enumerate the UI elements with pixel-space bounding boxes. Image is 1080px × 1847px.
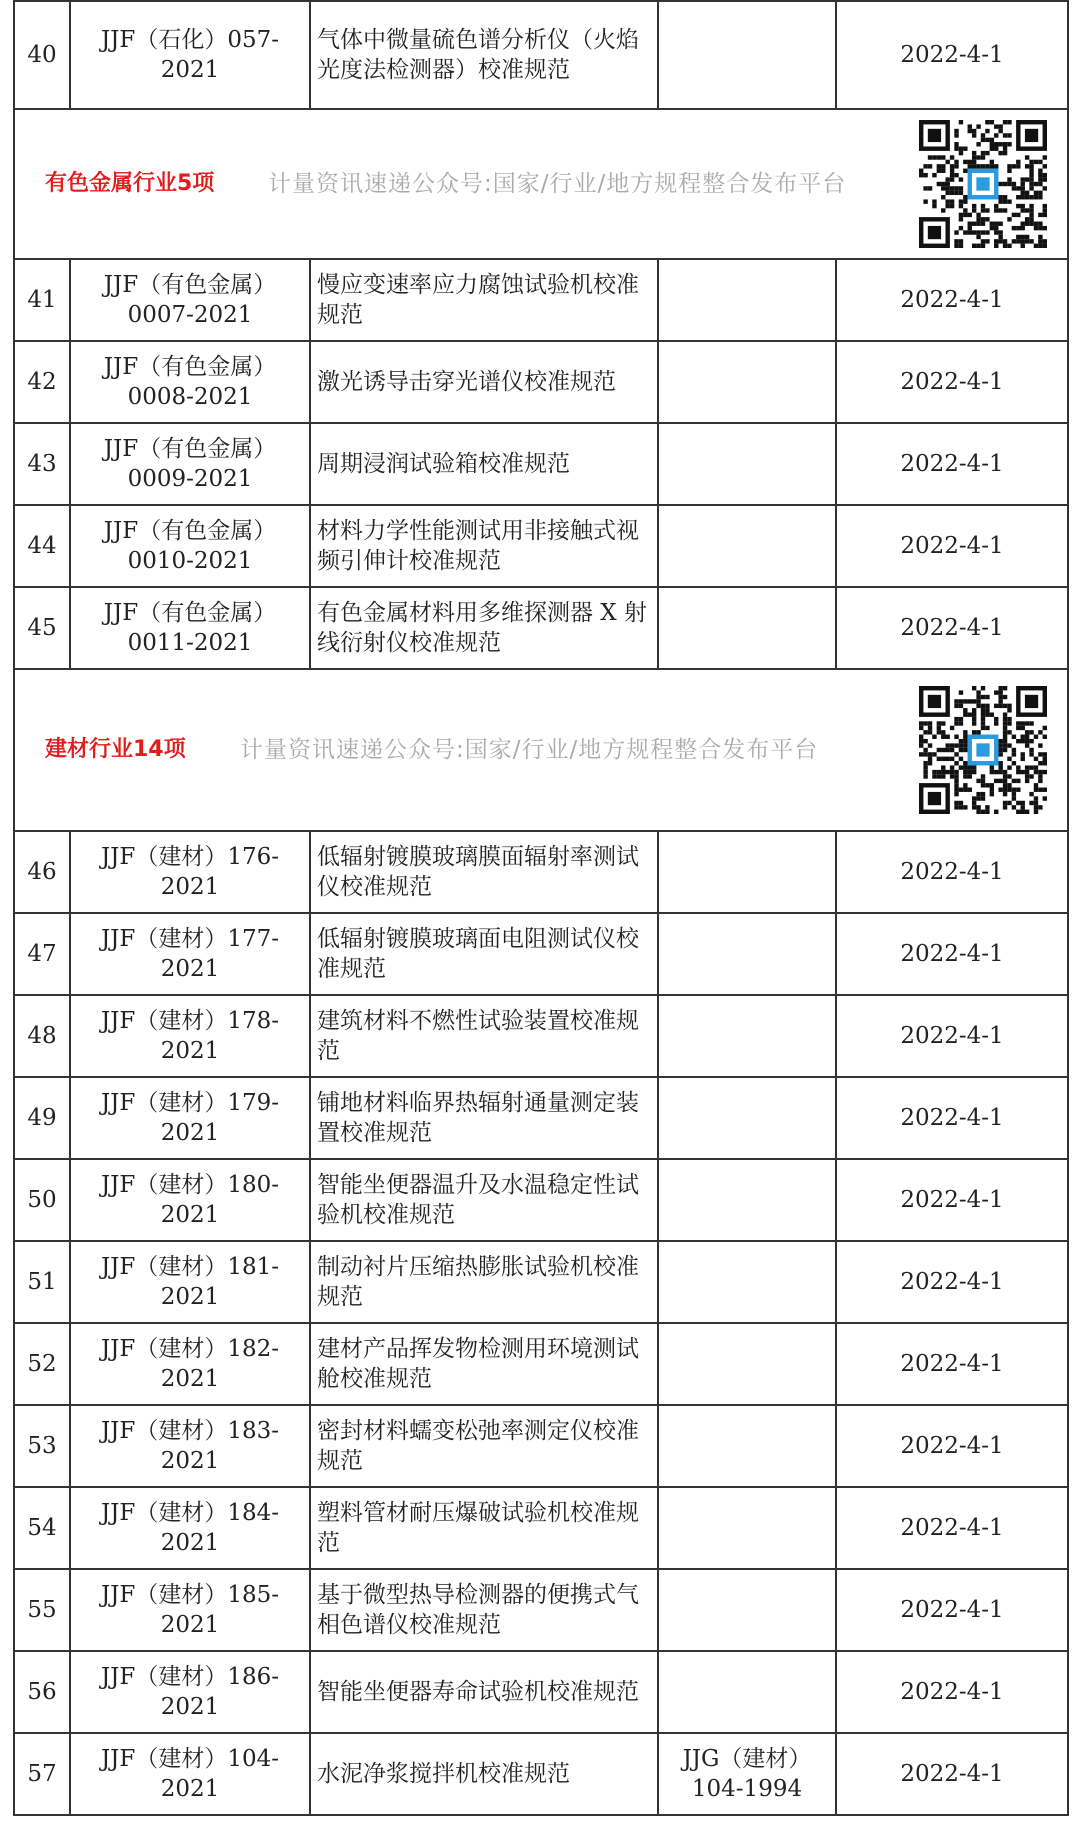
standard-name: 密封材料蠕变松弛率测定仪校准规范 <box>310 1405 658 1487</box>
standard-name: 塑料管材耐压爆破试验机校准规范 <box>310 1487 658 1569</box>
standard-code: JJF（有色金属）0010-2021 <box>70 505 310 587</box>
table-row <box>14 1323 1068 1405</box>
standards-table-page <box>13 0 1067 1840</box>
table-row <box>14 1651 1068 1733</box>
replaced-standard <box>658 913 836 995</box>
standard-code: JJF（建材）177-2021 <box>70 913 310 995</box>
standard-code: JJF（建材）179-2021 <box>70 1077 310 1159</box>
replaced-standard <box>658 505 836 587</box>
effective-date: 2022-4-1 <box>836 1569 1068 1651</box>
standard-code: JJF（建材）104-2021 <box>70 1733 310 1815</box>
table-row <box>14 831 1068 913</box>
replaced-standard <box>658 995 836 1077</box>
replaced-standard <box>658 341 836 423</box>
standard-name: 基于微型热导检测器的便携式气相色谱仪校准规范 <box>310 1569 658 1651</box>
standard-code: JJF（有色金属）0011-2021 <box>70 587 310 669</box>
effective-date: 2022-4-1 <box>836 1323 1068 1405</box>
row-number: 53 <box>14 1405 70 1487</box>
standard-name: 智能坐便器寿命试验机校准规范 <box>310 1651 658 1733</box>
section-title: 有色金属行业5项 <box>45 171 215 196</box>
row-number: 49 <box>14 1077 70 1159</box>
row-number: 50 <box>14 1159 70 1241</box>
table-row <box>14 1405 1068 1487</box>
row-number: 54 <box>14 1487 70 1569</box>
table-row <box>14 913 1068 995</box>
effective-date: 2022-4-1 <box>836 1733 1068 1815</box>
replaced-standard <box>658 1241 836 1323</box>
effective-date: 2022-4-1 <box>836 1487 1068 1569</box>
row-number: 55 <box>14 1569 70 1651</box>
standard-name: 慢应变速率应力腐蚀试验机校准规范 <box>310 259 658 341</box>
standard-name: 建材产品挥发物检测用环境测试舱校准规范 <box>310 1323 658 1405</box>
table-row <box>14 423 1068 505</box>
section-header-nonferrous <box>14 109 1068 259</box>
standards-table <box>13 0 1069 1816</box>
row-number: 48 <box>14 995 70 1077</box>
effective-date: 2022-4-1 <box>836 505 1068 587</box>
standard-name: 有色金属材料用多维探测器 X 射线衍射仪校准规范 <box>310 587 658 669</box>
row-number: 51 <box>14 1241 70 1323</box>
standard-code: JJF（建材）185-2021 <box>70 1569 310 1651</box>
standard-code: JJF（建材）186-2021 <box>70 1651 310 1733</box>
effective-date: 2022-4-1 <box>836 341 1068 423</box>
row-number: 45 <box>14 587 70 669</box>
row-number: 46 <box>14 831 70 913</box>
effective-date: 2022-4-1 <box>836 1241 1068 1323</box>
replaced-standard: JJG（建材）104-1994 <box>658 1733 836 1815</box>
row-number: 57 <box>14 1733 70 1815</box>
qr-code-icon <box>919 120 1047 248</box>
effective-date: 2022-4-1 <box>836 1159 1068 1241</box>
standard-name: 低辐射镀膜玻璃膜面辐射率测试仪校准规范 <box>310 831 658 913</box>
replaced-standard <box>658 423 836 505</box>
effective-date: 2022-4-1 <box>836 831 1068 913</box>
replaced-standard <box>658 1077 836 1159</box>
replaced-standard <box>658 831 836 913</box>
standard-code: JJF（建材）184-2021 <box>70 1487 310 1569</box>
row-number: 42 <box>14 341 70 423</box>
section-header-building <box>14 669 1068 831</box>
table-row <box>14 1487 1068 1569</box>
replaced-standard <box>658 587 836 669</box>
table-row <box>14 1 1068 109</box>
table-row <box>14 587 1068 669</box>
row-number: 47 <box>14 913 70 995</box>
standard-name: 周期浸润试验箱校准规范 <box>310 423 658 505</box>
standard-code: JJF（建材）180-2021 <box>70 1159 310 1241</box>
standard-code: JJF（建材）182-2021 <box>70 1323 310 1405</box>
standard-code: JJF（建材）176-2021 <box>70 831 310 913</box>
row-number: 40 <box>14 1 70 109</box>
effective-date: 2022-4-1 <box>836 587 1068 669</box>
effective-date: 2022-4-1 <box>836 423 1068 505</box>
table-row <box>14 1569 1068 1651</box>
row-number: 52 <box>14 1323 70 1405</box>
effective-date: 2022-4-1 <box>836 1405 1068 1487</box>
table-row <box>14 1241 1068 1323</box>
standard-name: 低辐射镀膜玻璃面电阻测试仪校准规范 <box>310 913 658 995</box>
standard-name: 智能坐便器温升及水温稳定性试验机校准规范 <box>310 1159 658 1241</box>
standard-code: JJF（建材）181-2021 <box>70 1241 310 1323</box>
row-number: 41 <box>14 259 70 341</box>
table-row <box>14 1733 1068 1815</box>
effective-date: 2022-4-1 <box>836 1 1068 109</box>
table-row <box>14 505 1068 587</box>
section-title: 建材行业14项 <box>45 737 186 762</box>
standard-code: JJF（建材）178-2021 <box>70 995 310 1077</box>
replaced-standard <box>658 1159 836 1241</box>
replaced-standard <box>658 1651 836 1733</box>
standard-name: 激光诱导击穿光谱仪校准规范 <box>310 341 658 423</box>
table-row <box>14 995 1068 1077</box>
row-number: 44 <box>14 505 70 587</box>
effective-date: 2022-4-1 <box>836 259 1068 341</box>
effective-date: 2022-4-1 <box>836 1651 1068 1733</box>
table-row <box>14 341 1068 423</box>
table-row <box>14 259 1068 341</box>
effective-date: 2022-4-1 <box>836 1077 1068 1159</box>
standard-code: JJF（建材）183-2021 <box>70 1405 310 1487</box>
standard-name: 铺地材料临界热辐射通量测定装置校准规范 <box>310 1077 658 1159</box>
replaced-standard <box>658 1405 836 1487</box>
standard-code: JJF（石化）057-2021 <box>70 1 310 109</box>
section-subtitle: 计量资讯速递公众号:国家/行业/地方规程整合发布平台 <box>268 171 847 197</box>
effective-date: 2022-4-1 <box>836 913 1068 995</box>
replaced-standard <box>658 1 836 109</box>
table-row <box>14 1159 1068 1241</box>
row-number: 43 <box>14 423 70 505</box>
standard-code: JJF（有色金属）0007-2021 <box>70 259 310 341</box>
standard-name: 建筑材料不燃性试验装置校准规范 <box>310 995 658 1077</box>
standard-code: JJF（有色金属）0008-2021 <box>70 341 310 423</box>
row-number: 56 <box>14 1651 70 1733</box>
qr-code-icon <box>919 686 1047 814</box>
section-subtitle: 计量资讯速递公众号:国家/行业/地方规程整合发布平台 <box>240 737 819 763</box>
table-row <box>14 1077 1068 1159</box>
standard-name: 制动衬片压缩热膨胀试验机校准规范 <box>310 1241 658 1323</box>
standard-name: 材料力学性能测试用非接触式视频引伸计校准规范 <box>310 505 658 587</box>
standard-code: JJF（有色金属）0009-2021 <box>70 423 310 505</box>
standard-name: 水泥净浆搅拌机校准规范 <box>310 1733 658 1815</box>
effective-date: 2022-4-1 <box>836 995 1068 1077</box>
replaced-standard <box>658 259 836 341</box>
replaced-standard <box>658 1487 836 1569</box>
replaced-standard <box>658 1323 836 1405</box>
standard-name: 气体中微量硫色谱分析仪（火焰光度法检测器）校准规范 <box>310 1 658 109</box>
replaced-standard <box>658 1569 836 1651</box>
